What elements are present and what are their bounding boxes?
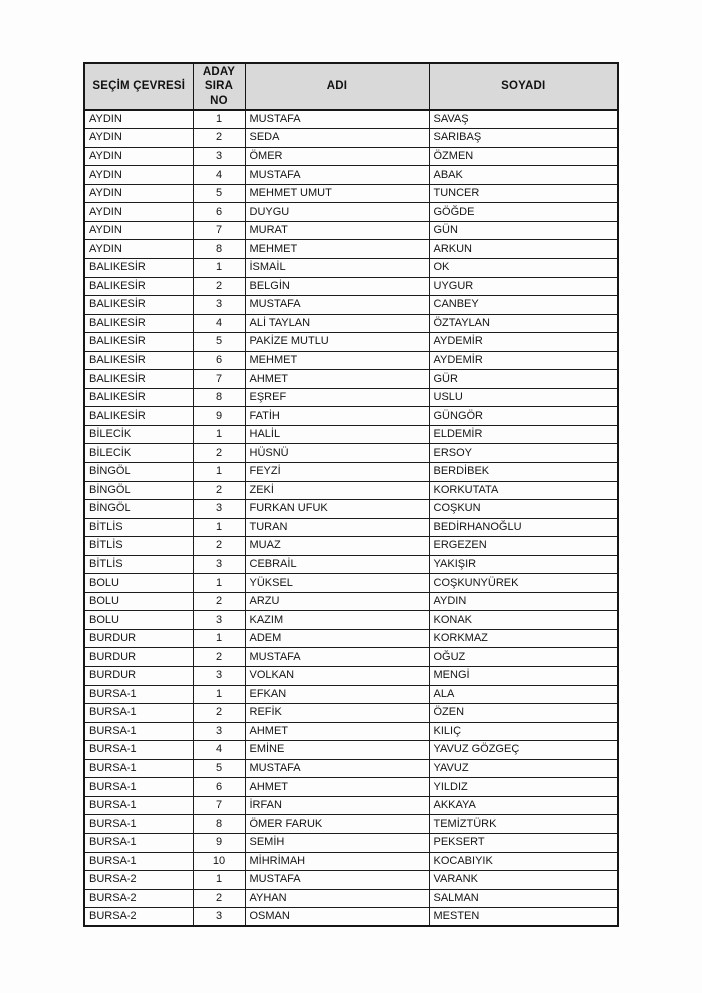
cell-order-no: 1	[193, 685, 245, 704]
cell-surname: YAVUZ	[429, 759, 618, 778]
table-row	[84, 240, 618, 259]
cell-district: BURSA-2	[84, 908, 193, 927]
table-row	[84, 574, 618, 593]
table-row	[84, 277, 618, 296]
cell-surname: ARKUN	[429, 240, 618, 259]
cell-order-no: 6	[193, 778, 245, 797]
table-row	[84, 296, 618, 315]
table-row	[84, 166, 618, 185]
table-row	[84, 463, 618, 482]
cell-first-name: ARZU	[245, 592, 429, 611]
cell-order-no: 2	[193, 537, 245, 556]
cell-first-name: MİHRİMAH	[245, 852, 429, 871]
cell-first-name: MURAT	[245, 221, 429, 240]
table-row	[84, 407, 618, 426]
cell-district: BURSA-1	[84, 704, 193, 723]
table-row	[84, 704, 618, 723]
cell-first-name: CEBRAİL	[245, 555, 429, 574]
table-row	[84, 871, 618, 890]
cell-district: BALIKESİR	[84, 370, 193, 389]
cell-surname: BERDİBEK	[429, 463, 618, 482]
cell-district: AYDIN	[84, 184, 193, 203]
cell-district: BALIKESİR	[84, 277, 193, 296]
cell-surname: ALA	[429, 685, 618, 704]
table-header-row	[84, 63, 618, 110]
cell-first-name: MUSTAFA	[245, 110, 429, 129]
cell-surname: OĞUZ	[429, 648, 618, 667]
cell-first-name: SEMİH	[245, 833, 429, 852]
table-row	[84, 667, 618, 686]
cell-first-name: SEDA	[245, 129, 429, 148]
cell-first-name: KAZIM	[245, 611, 429, 630]
cell-order-no: 3	[193, 722, 245, 741]
cell-order-no: 3	[193, 667, 245, 686]
cell-district: BALIKESİR	[84, 407, 193, 426]
cell-surname: GÜNGÖR	[429, 407, 618, 426]
cell-order-no: 5	[193, 184, 245, 203]
candidate-table-container	[83, 62, 619, 927]
cell-district: BURSA-1	[84, 852, 193, 871]
cell-district: AYDIN	[84, 203, 193, 222]
table-header	[84, 63, 618, 110]
cell-order-no: 8	[193, 240, 245, 259]
cell-district: BURDUR	[84, 629, 193, 648]
cell-district: AYDIN	[84, 110, 193, 129]
cell-order-no: 1	[193, 425, 245, 444]
cell-district: BALIKESİR	[84, 296, 193, 315]
cell-first-name: EMİNE	[245, 741, 429, 760]
cell-order-no: 1	[193, 463, 245, 482]
cell-district: AYDIN	[84, 221, 193, 240]
cell-district: BURSA-1	[84, 833, 193, 852]
header-surname: SOYADI	[429, 63, 618, 110]
cell-first-name: ÖMER	[245, 147, 429, 166]
cell-order-no: 3	[193, 500, 245, 519]
table-row	[84, 518, 618, 537]
cell-district: BOLU	[84, 611, 193, 630]
cell-district: BURSA-2	[84, 889, 193, 908]
cell-order-no: 2	[193, 277, 245, 296]
table-row	[84, 648, 618, 667]
cell-order-no: 1	[193, 110, 245, 129]
cell-surname: COŞKUN	[429, 500, 618, 519]
cell-first-name: FURKAN UFUK	[245, 500, 429, 519]
cell-district: BOLU	[84, 574, 193, 593]
cell-surname: AYDEMİR	[429, 351, 618, 370]
cell-district: AYDIN	[84, 240, 193, 259]
cell-first-name: MUSTAFA	[245, 871, 429, 890]
table-row	[84, 110, 618, 129]
cell-first-name: MEHMET UMUT	[245, 184, 429, 203]
table-body	[84, 110, 618, 926]
cell-first-name: MUAZ	[245, 537, 429, 556]
cell-first-name: BELGİN	[245, 277, 429, 296]
cell-order-no: 2	[193, 889, 245, 908]
table-row	[84, 351, 618, 370]
cell-surname: YAKIŞIR	[429, 555, 618, 574]
cell-first-name: İSMAİL	[245, 259, 429, 278]
cell-surname: BEDİRHANOĞLU	[429, 518, 618, 537]
cell-first-name: YÜKSEL	[245, 574, 429, 593]
cell-district: BİTLİS	[84, 518, 193, 537]
cell-district: BALIKESİR	[84, 314, 193, 333]
cell-order-no: 4	[193, 741, 245, 760]
cell-surname: ERGEZEN	[429, 537, 618, 556]
cell-surname: SAVAŞ	[429, 110, 618, 129]
cell-first-name: İRFAN	[245, 796, 429, 815]
cell-order-no: 4	[193, 166, 245, 185]
table-row	[84, 685, 618, 704]
cell-order-no: 2	[193, 129, 245, 148]
cell-district: BİNGÖL	[84, 481, 193, 500]
cell-first-name: AHMET	[245, 778, 429, 797]
cell-surname: COŞKUNYÜREK	[429, 574, 618, 593]
cell-surname: MESTEN	[429, 908, 618, 927]
cell-first-name: AYHAN	[245, 889, 429, 908]
table-row	[84, 444, 618, 463]
table-row	[84, 722, 618, 741]
cell-surname: VARANK	[429, 871, 618, 890]
cell-first-name: MEHMET	[245, 351, 429, 370]
cell-surname: KONAK	[429, 611, 618, 630]
cell-first-name: MUSTAFA	[245, 759, 429, 778]
table-row	[84, 815, 618, 834]
cell-surname: YAVUZ GÖZGEÇ	[429, 741, 618, 760]
cell-first-name: ÖMER FARUK	[245, 815, 429, 834]
cell-first-name: EFKAN	[245, 685, 429, 704]
cell-surname: GÜR	[429, 370, 618, 389]
cell-surname: USLU	[429, 388, 618, 407]
cell-surname: ABAK	[429, 166, 618, 185]
cell-first-name: ZEKİ	[245, 481, 429, 500]
cell-order-no: 9	[193, 407, 245, 426]
cell-surname: ÖZMEN	[429, 147, 618, 166]
cell-surname: ÖZEN	[429, 704, 618, 723]
cell-first-name: REFİK	[245, 704, 429, 723]
cell-first-name: MUSTAFA	[245, 648, 429, 667]
cell-district: BİNGÖL	[84, 463, 193, 482]
cell-order-no: 3	[193, 555, 245, 574]
table-row	[84, 314, 618, 333]
cell-district: BİLECİK	[84, 444, 193, 463]
table-row	[84, 796, 618, 815]
cell-surname: GÖĞDE	[429, 203, 618, 222]
cell-first-name: TURAN	[245, 518, 429, 537]
cell-order-no: 5	[193, 759, 245, 778]
cell-district: BURSA-1	[84, 722, 193, 741]
cell-surname: CANBEY	[429, 296, 618, 315]
table-row	[84, 500, 618, 519]
table-row	[84, 184, 618, 203]
cell-first-name: AHMET	[245, 722, 429, 741]
cell-order-no: 1	[193, 574, 245, 593]
cell-surname: KORKUTATA	[429, 481, 618, 500]
table-row	[84, 852, 618, 871]
cell-first-name: MEHMET	[245, 240, 429, 259]
cell-first-name: VOLKAN	[245, 667, 429, 686]
cell-first-name: ALİ TAYLAN	[245, 314, 429, 333]
table-row	[84, 203, 618, 222]
cell-first-name: PAKİZE MUTLU	[245, 333, 429, 352]
cell-order-no: 7	[193, 370, 245, 389]
header-order-no: ADAY SIRA NO	[193, 63, 245, 110]
cell-district: BİTLİS	[84, 555, 193, 574]
cell-district: BURSA-1	[84, 759, 193, 778]
cell-surname: SARIBAŞ	[429, 129, 618, 148]
cell-district: BALIKESİR	[84, 333, 193, 352]
cell-order-no: 2	[193, 648, 245, 667]
cell-surname: PEKSERT	[429, 833, 618, 852]
cell-order-no: 7	[193, 221, 245, 240]
cell-first-name: ADEM	[245, 629, 429, 648]
cell-first-name: HÜSNÜ	[245, 444, 429, 463]
cell-order-no: 1	[193, 871, 245, 890]
cell-surname: OK	[429, 259, 618, 278]
cell-district: BALIKESİR	[84, 351, 193, 370]
cell-surname: AYDEMİR	[429, 333, 618, 352]
cell-order-no: 1	[193, 259, 245, 278]
cell-district: BURSA-2	[84, 871, 193, 890]
table-row	[84, 778, 618, 797]
cell-district: BURSA-1	[84, 741, 193, 760]
cell-district: AYDIN	[84, 129, 193, 148]
table-row	[84, 741, 618, 760]
cell-district: BALIKESİR	[84, 259, 193, 278]
table-row	[84, 129, 618, 148]
table-row	[84, 221, 618, 240]
cell-surname: UYGUR	[429, 277, 618, 296]
cell-order-no: 3	[193, 908, 245, 927]
header-district: SEÇİM ÇEVRESİ	[84, 63, 193, 110]
table-row	[84, 759, 618, 778]
cell-order-no: 2	[193, 704, 245, 723]
cell-district: BOLU	[84, 592, 193, 611]
cell-order-no: 1	[193, 518, 245, 537]
cell-first-name: MUSTAFA	[245, 296, 429, 315]
cell-district: BURSA-1	[84, 778, 193, 797]
cell-district: BURSA-1	[84, 815, 193, 834]
cell-first-name: MUSTAFA	[245, 166, 429, 185]
cell-first-name: AHMET	[245, 370, 429, 389]
cell-order-no: 8	[193, 388, 245, 407]
table-row	[84, 147, 618, 166]
table-row	[84, 611, 618, 630]
cell-order-no: 3	[193, 147, 245, 166]
cell-order-no: 2	[193, 481, 245, 500]
cell-order-no: 10	[193, 852, 245, 871]
cell-order-no: 3	[193, 611, 245, 630]
cell-order-no: 6	[193, 351, 245, 370]
cell-first-name: EŞREF	[245, 388, 429, 407]
cell-surname: ERSOY	[429, 444, 618, 463]
cell-surname: TUNCER	[429, 184, 618, 203]
table-row	[84, 259, 618, 278]
table-row	[84, 425, 618, 444]
table-row	[84, 592, 618, 611]
cell-surname: AYDIN	[429, 592, 618, 611]
cell-first-name: DUYGU	[245, 203, 429, 222]
cell-surname: KILIÇ	[429, 722, 618, 741]
candidate-table	[83, 62, 619, 927]
table-row	[84, 388, 618, 407]
cell-district: AYDIN	[84, 147, 193, 166]
table-row	[84, 889, 618, 908]
table-row	[84, 629, 618, 648]
cell-surname: MENGİ	[429, 667, 618, 686]
cell-first-name: FEYZİ	[245, 463, 429, 482]
cell-district: BURSA-1	[84, 796, 193, 815]
cell-order-no: 4	[193, 314, 245, 333]
cell-first-name: HALİL	[245, 425, 429, 444]
cell-order-no: 2	[193, 592, 245, 611]
cell-surname: ÖZTAYLAN	[429, 314, 618, 333]
cell-first-name: FATİH	[245, 407, 429, 426]
table-row	[84, 333, 618, 352]
cell-order-no: 8	[193, 815, 245, 834]
cell-district: BURDUR	[84, 667, 193, 686]
cell-surname: ELDEMİR	[429, 425, 618, 444]
cell-district: AYDIN	[84, 166, 193, 185]
cell-surname: GÜN	[429, 221, 618, 240]
table-row	[84, 908, 618, 927]
cell-order-no: 6	[193, 203, 245, 222]
cell-surname: AKKAYA	[429, 796, 618, 815]
table-row	[84, 370, 618, 389]
cell-surname: KOCABIYIK	[429, 852, 618, 871]
cell-district: BİLECİK	[84, 425, 193, 444]
header-first-name: ADI	[245, 63, 429, 110]
cell-surname: KORKMAZ	[429, 629, 618, 648]
cell-order-no: 1	[193, 629, 245, 648]
table-row	[84, 481, 618, 500]
table-row	[84, 537, 618, 556]
cell-order-no: 5	[193, 333, 245, 352]
cell-district: BURSA-1	[84, 685, 193, 704]
table-row	[84, 555, 618, 574]
table-row	[84, 833, 618, 852]
cell-order-no: 2	[193, 444, 245, 463]
cell-surname: SALMAN	[429, 889, 618, 908]
cell-district: BALIKESİR	[84, 388, 193, 407]
cell-surname: YILDIZ	[429, 778, 618, 797]
cell-order-no: 7	[193, 796, 245, 815]
cell-district: BURDUR	[84, 648, 193, 667]
cell-district: BİTLİS	[84, 537, 193, 556]
cell-surname: TEMİZTÜRK	[429, 815, 618, 834]
cell-district: BİNGÖL	[84, 500, 193, 519]
cell-order-no: 3	[193, 296, 245, 315]
cell-first-name: OSMAN	[245, 908, 429, 927]
cell-order-no: 9	[193, 833, 245, 852]
